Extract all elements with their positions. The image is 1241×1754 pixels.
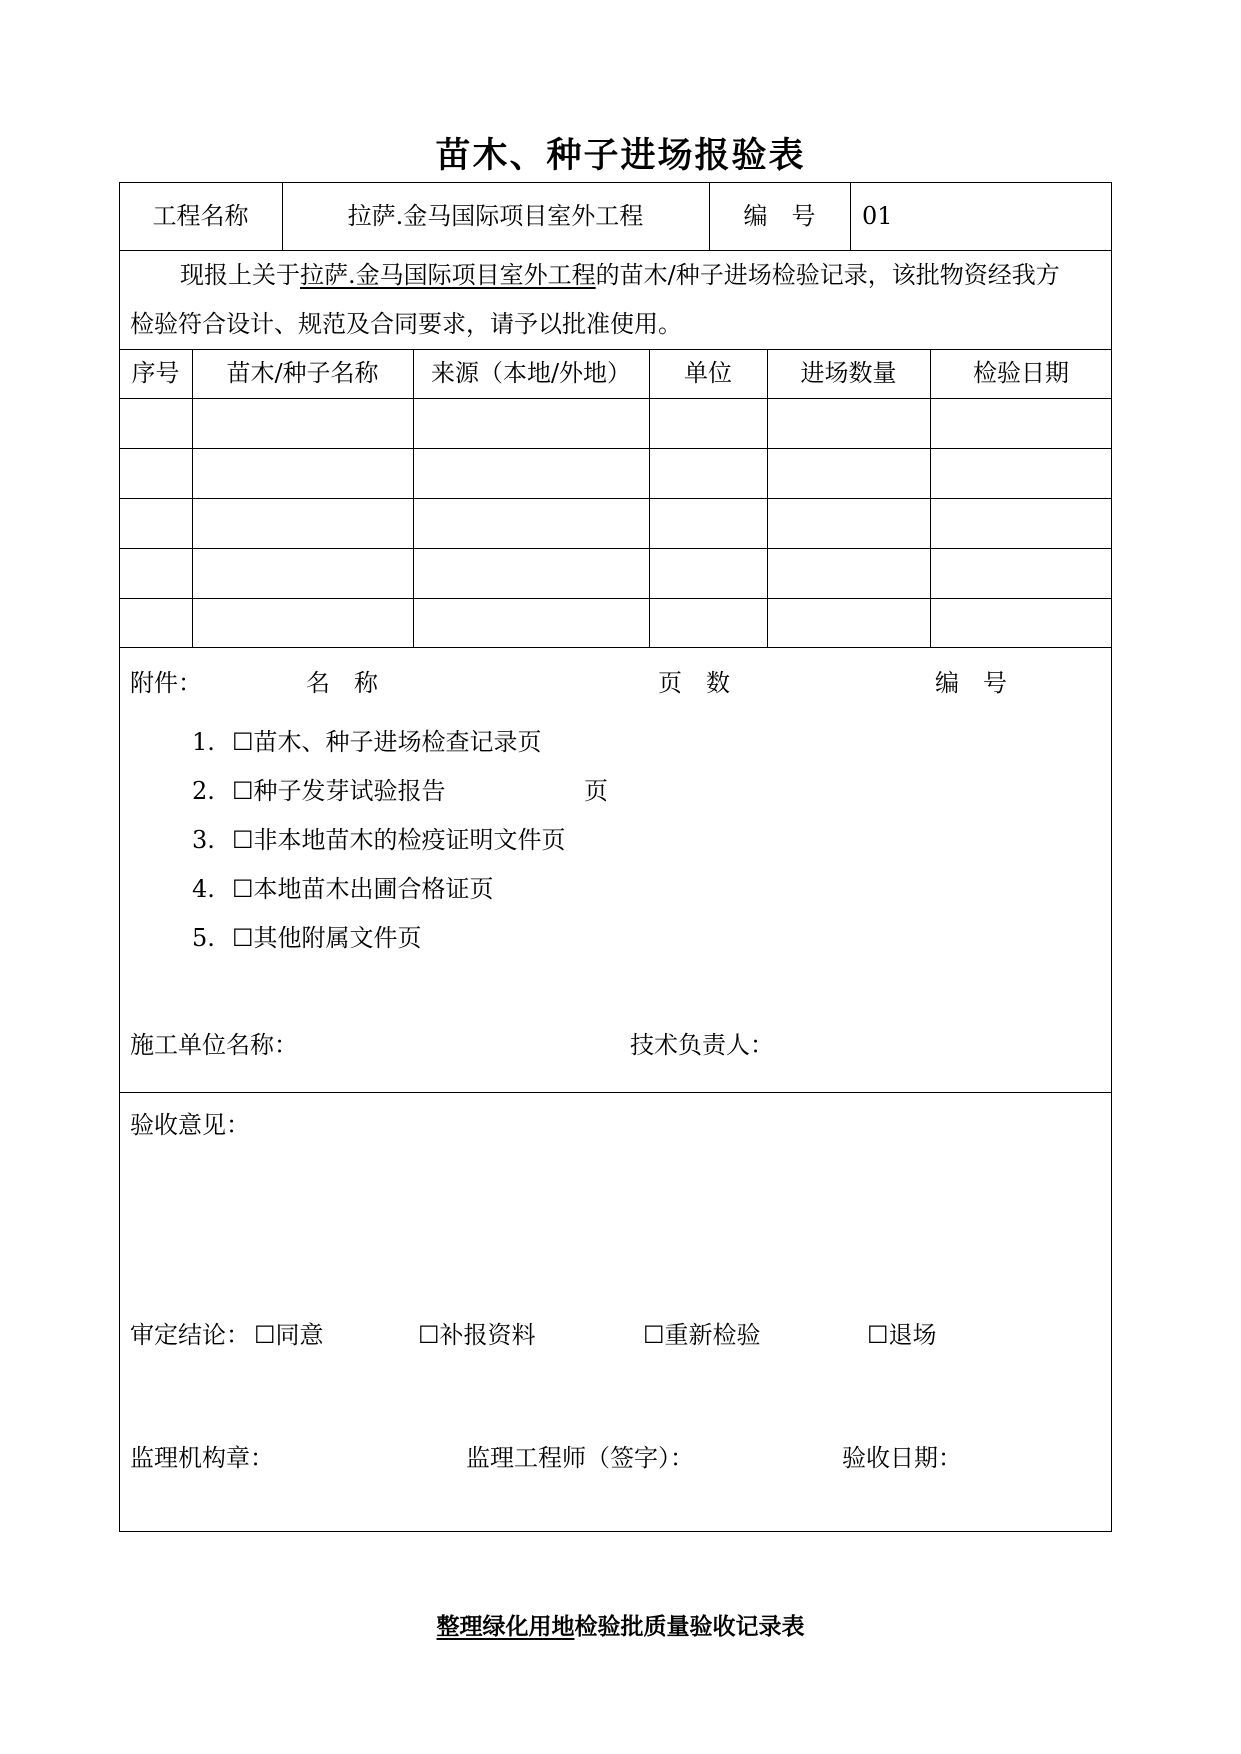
col-header-source: 来源（本地/外地）	[430, 359, 632, 387]
table-row[interactable]	[119, 398, 1112, 448]
table-row[interactable]	[119, 548, 1112, 598]
attachment-item-number: 4.	[192, 875, 215, 903]
row-divider	[119, 1092, 1112, 1093]
attachments-col-number: 编 号	[935, 669, 1007, 697]
statement-prefix: 现报上关于	[180, 261, 300, 289]
date-label: 验收日期：	[842, 1444, 962, 1472]
contractor-label: 施工单位名称：	[130, 1031, 298, 1059]
attachment-item[interactable]	[192, 923, 422, 953]
row-divider	[119, 647, 1112, 648]
option-agree-checkbox[interactable]: ☐同意	[254, 1321, 324, 1349]
footer-title-underlined: 整理绿化用地	[436, 1613, 575, 1640]
row-divider	[119, 349, 1112, 350]
attachment-item[interactable]	[192, 825, 566, 855]
attachment-item-number: 3.	[192, 826, 215, 854]
opinion-label: 验收意见：	[130, 1111, 250, 1139]
engineer-label: 监理工程师（签字）：	[466, 1444, 694, 1472]
project-name-label: 工程名称	[152, 202, 249, 230]
option-supplement-checkbox[interactable]: ☐补报资料	[418, 1321, 536, 1349]
col-header-unit: 单位	[684, 359, 732, 387]
seal-label: 监理机构章：	[130, 1444, 274, 1472]
col-header-name: 苗木/种子名称	[226, 359, 379, 387]
attachment-item[interactable]	[192, 776, 446, 806]
attachments-col-pages: 页 数	[658, 669, 730, 697]
footer-title-rest: 检验批质量验收记录表	[574, 1613, 805, 1640]
statement-project: 拉萨.金马国际项目室外工程	[300, 261, 596, 289]
table-row[interactable]	[119, 448, 1112, 498]
col-header-date: 检验日期	[973, 359, 1069, 387]
row-divider	[119, 250, 1112, 251]
number-label: 编 号	[743, 202, 816, 230]
table-row[interactable]	[119, 598, 1112, 647]
project-name-value: 拉萨.金马国际项目室外工程	[347, 202, 644, 230]
option-return-checkbox[interactable]: ☐退场	[867, 1321, 937, 1349]
attachment-item-number: 5.	[192, 924, 215, 952]
attachment-item-text: ☐非本地苗木的检疫证明文件页	[232, 826, 566, 854]
number-value: 01	[862, 202, 893, 230]
attachment-item[interactable]	[192, 874, 494, 904]
attachments-label: 附件：	[130, 669, 202, 697]
attachment-item-pages: 页	[584, 777, 608, 805]
statement-line-2: 检验符合设计、规范及合同要求，请予以批准使用。	[130, 310, 682, 338]
col-header-quantity: 进场数量	[800, 359, 897, 387]
conclusion-label: 审定结论：	[130, 1321, 250, 1349]
attachment-item-number: 1.	[192, 728, 215, 756]
statement-suffix: 的苗木/种子进场检验记录，该批物资经我方	[595, 261, 1060, 289]
attachment-item-text: ☐其他附属文件页	[232, 924, 422, 952]
attachment-item[interactable]	[192, 727, 542, 757]
col-divider	[850, 182, 851, 250]
attachment-item-text: ☐种子发芽试验报告	[232, 777, 446, 805]
attachment-item-number: 2.	[192, 777, 215, 805]
attachment-item-text: ☐本地苗木出圃合格证页	[232, 875, 494, 903]
footer-title	[0, 1608, 1241, 1641]
page-title: 苗木、种子进场报验表	[435, 135, 806, 176]
attachments-col-name: 名 称	[306, 669, 378, 697]
tech-lead-label: 技术负责人：	[630, 1031, 774, 1059]
statement-line-1	[180, 260, 1060, 290]
attachment-item-text: ☐苗木、种子进场检查记录页	[232, 728, 542, 756]
table-row[interactable]	[119, 498, 1112, 548]
option-reinspect-checkbox[interactable]: ☐重新检验	[643, 1321, 761, 1349]
col-header-index: 序号	[131, 359, 180, 387]
